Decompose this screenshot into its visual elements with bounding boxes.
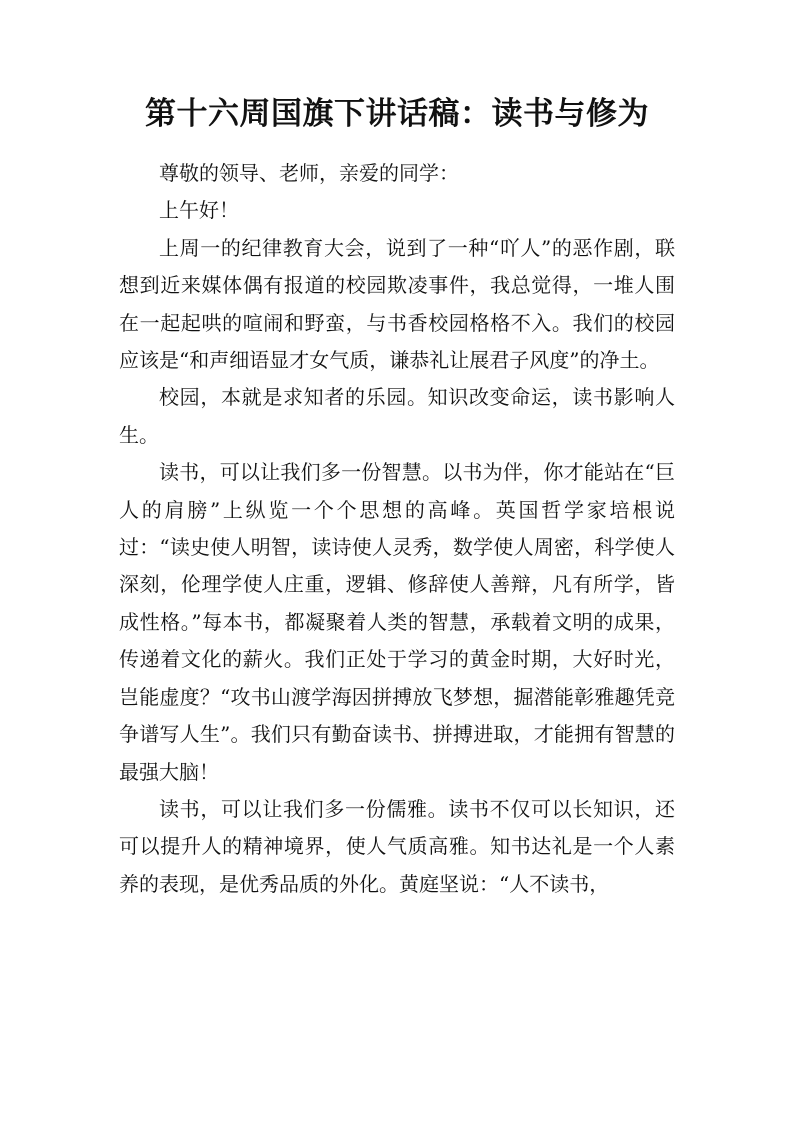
- document-body: [119, 155, 675, 903]
- paragraph-discipline-meeting: 上周一的纪律教育大会，说到了一种“吖人”的恶作剧，联想到近来媒体偶有报道的校园欺凌事件，我总觉得，一堆人围在一起起哄的喧闹和野蛮，与书香校园格格不入。我们的校园应该是“和声细语显才女气质，谦恭礼让展君子风度”的净土。: [119, 235, 675, 373]
- paragraph-salutation: 尊敬的领导、老师，亲爱的同学：: [159, 161, 459, 185]
- paragraph-campus: 校园，本就是求知者的乐园。知识改变命运，读书影响人生。: [119, 385, 675, 447]
- paragraph-greeting: 上午好！: [159, 198, 239, 223]
- paragraph-reading-elegance: 读书，可以让我们多一份儒雅。读书不仅可以长知识，还可以提升人的精神境界，使人气质高雅。知书达礼是一个人素养的表现，是优秀品质的外化。黄庭坚说：“人不读书，: [119, 796, 675, 896]
- document-title: 第十六周国旗下讲话稿：读书与修为: [145, 96, 649, 132]
- paragraph-reading-wisdom: 读书，可以让我们多一份智慧。以书为伴，你才能站在“巨人的肩膀”上纵览一个个思想的高峰。英国哲学家培根说过：“读史使人明智，读诗使人灵秀，数学使人周密，科学使人深刻，伦理学使人庄重，逻辑、修辞使人善辩，凡有所学，皆成性格。”每本书，都凝聚着人类的智慧，承载着文明的成果，传递着文化的薪火。我们正处于学习的黄金时期，大好时光，岂能虚度？“攻书山渡学海因拼搏放飞梦想，掘潜能彰雅趣凭竞争谱写人生”。我们只有勤奋读书、拼搏进取，才能拥有智慧的最强大脑！: [119, 460, 675, 784]
